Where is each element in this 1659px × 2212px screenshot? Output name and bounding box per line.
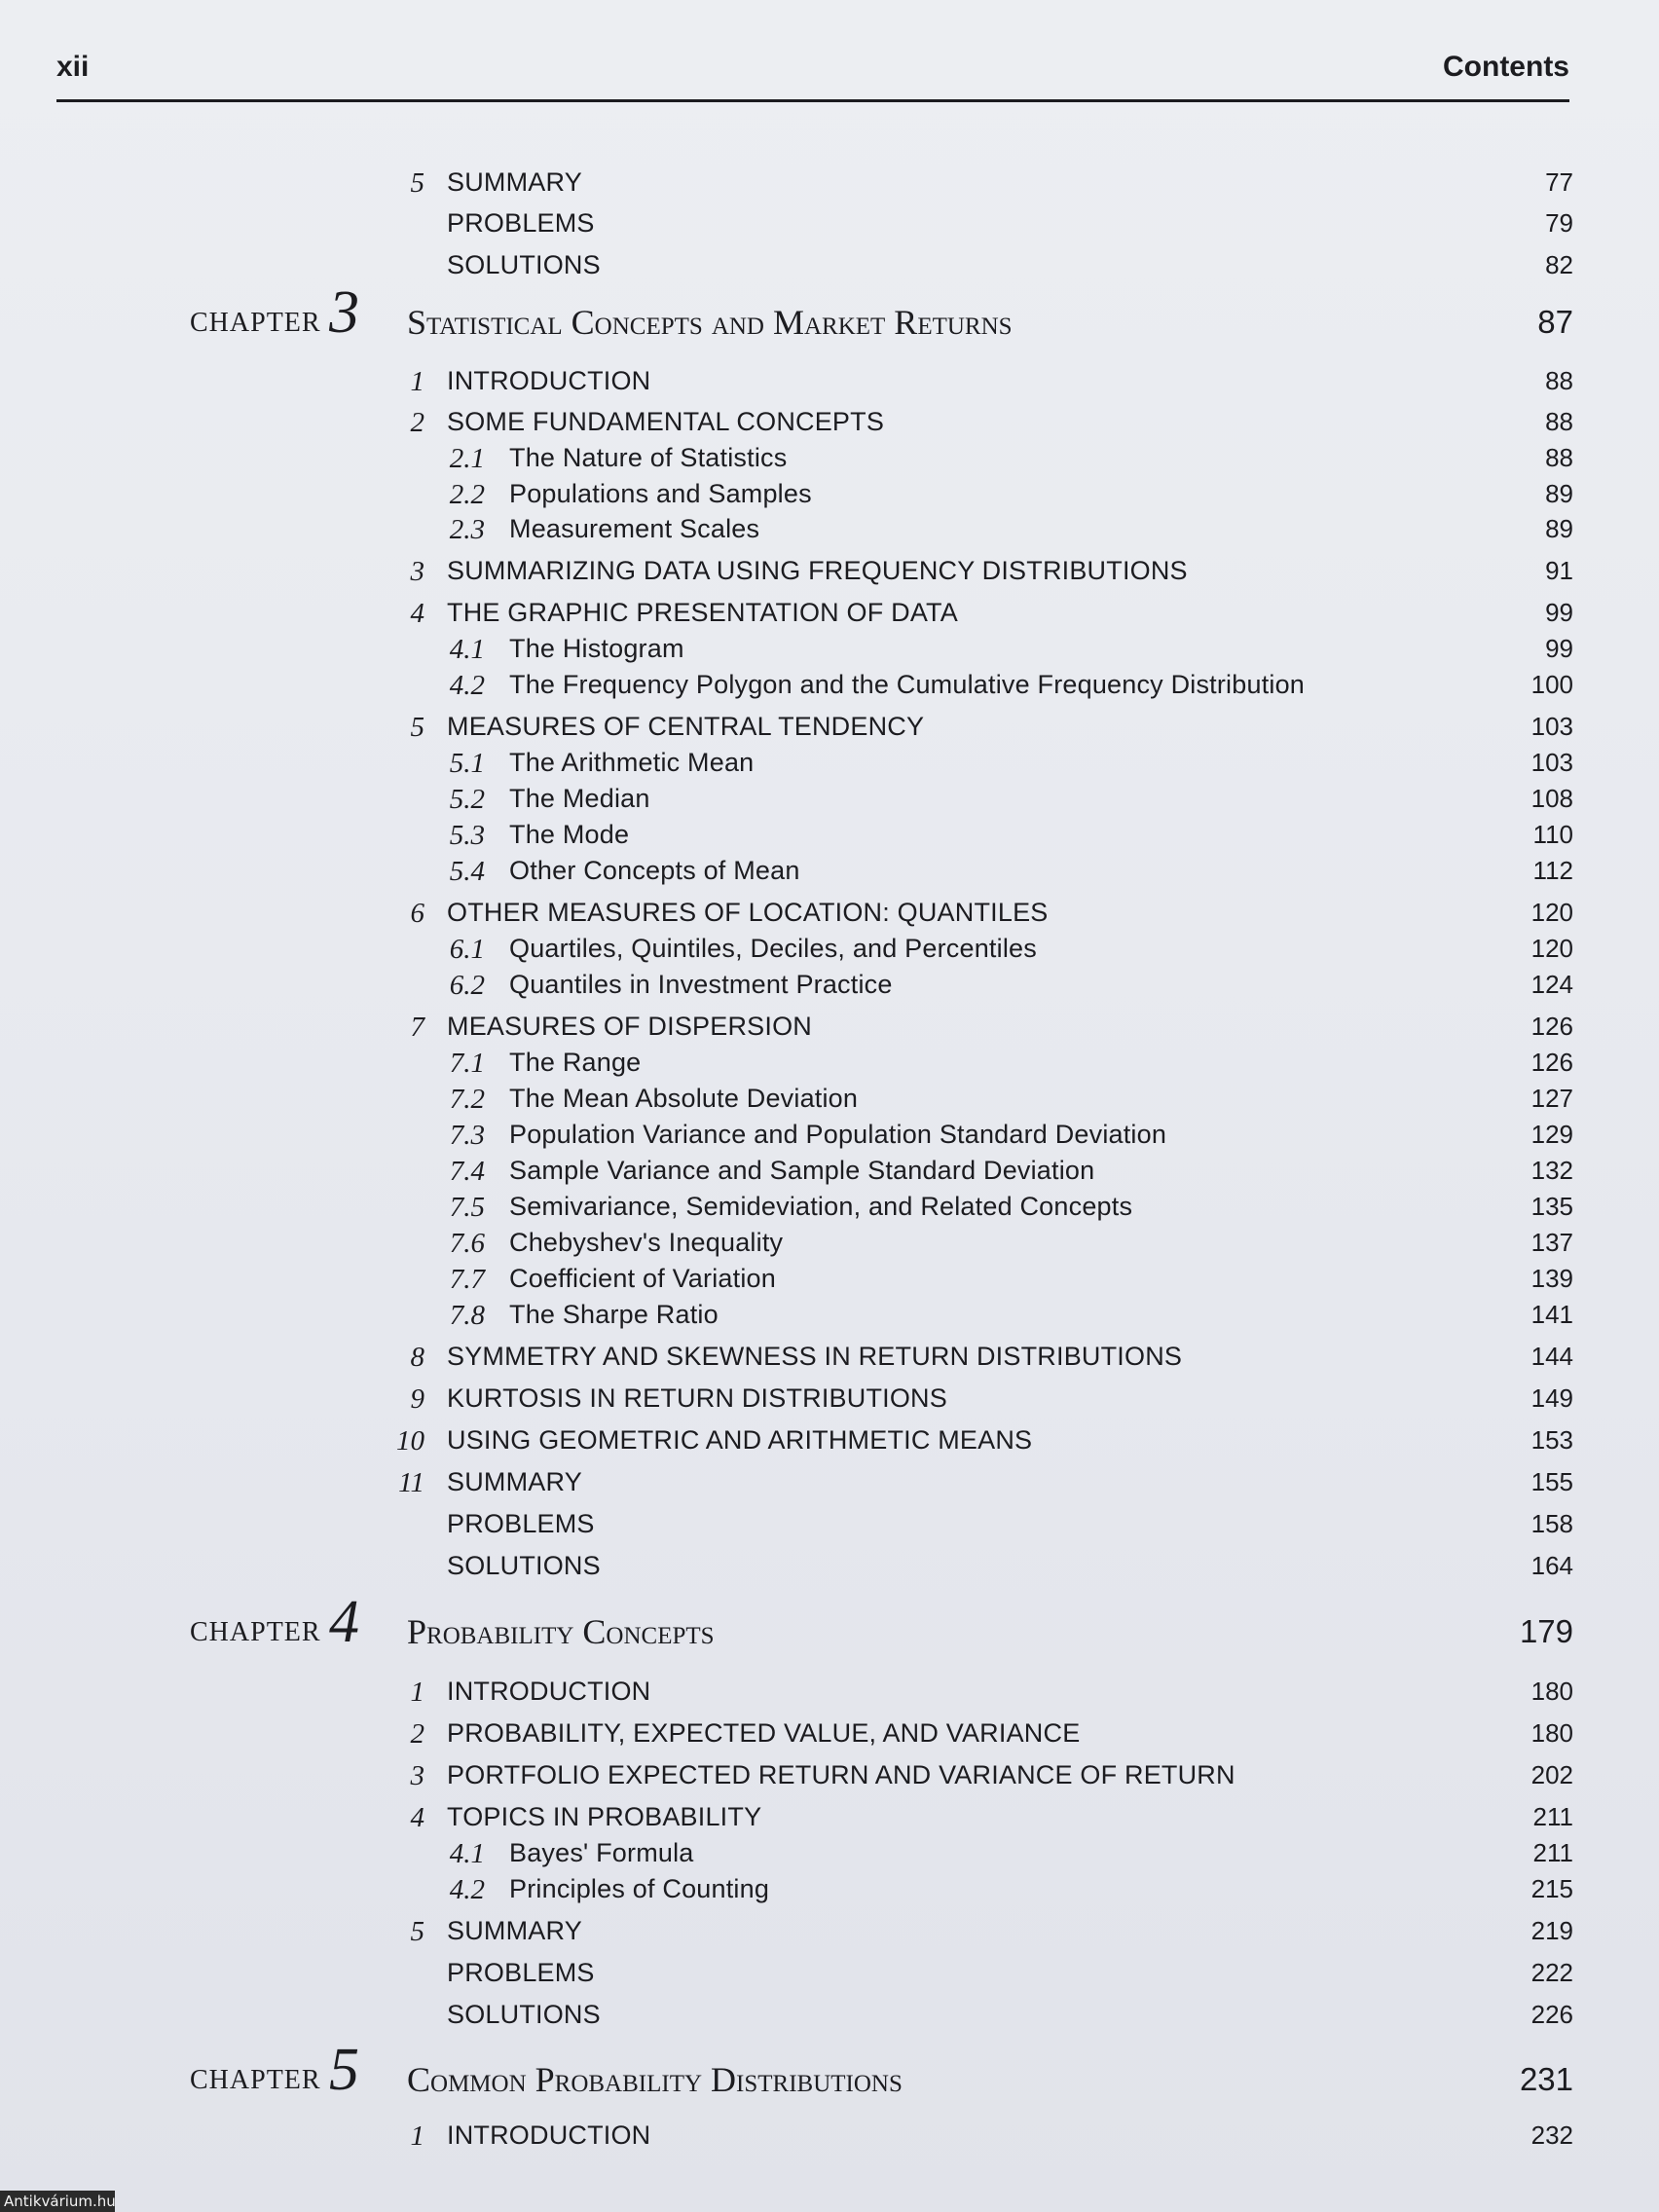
chapter-label: CHAPTER: [190, 308, 321, 338]
page-number: 124: [1530, 970, 1573, 999]
chapter-label: CHAPTER: [190, 2065, 321, 2095]
entry-title: Coefficient of Variation: [509, 1264, 776, 1293]
toc-subsection-row[interactable]: [0, 1192, 1659, 1227]
entry-title: USING GEOMETRIC AND ARITHMETIC MEANS: [447, 1425, 1033, 1455]
entry-title: SOLUTIONS: [447, 2000, 601, 2029]
entry-title: PROBLEMS: [447, 1509, 595, 1538]
toc-chapter-row[interactable]: [0, 279, 1659, 350]
entry-title: Populations and Samples: [509, 479, 812, 508]
entry-title: THE GRAPHIC PRESENTATION OF DATA: [447, 598, 958, 627]
page-number: 99: [1545, 598, 1573, 627]
toc-subsection-row[interactable]: [0, 634, 1659, 669]
page-number: 87: [1537, 304, 1573, 340]
entry-title: The Mode: [509, 820, 630, 849]
entry-number: 6: [410, 898, 424, 929]
entry-title: The Histogram: [509, 634, 684, 663]
toc-section-row[interactable]: [0, 2120, 1659, 2156]
toc-subsection-row[interactable]: [0, 1300, 1659, 1335]
toc-section-row[interactable]: [0, 1718, 1659, 1753]
entry-number: 2.2: [449, 479, 485, 510]
entry-number: 4: [410, 1802, 424, 1833]
entry-number: 4.1: [449, 634, 485, 665]
chapter-number: 3: [329, 279, 359, 346]
entry-number: 10: [396, 1425, 424, 1456]
entry-number: 7.7: [449, 1264, 485, 1295]
entry-title: SUMMARIZING DATA USING FREQUENCY DISTRIBUTIONS: [447, 556, 1188, 585]
page-number: 88: [1545, 407, 1573, 436]
page-number: 135: [1530, 1192, 1573, 1221]
toc-section-row[interactable]: [0, 598, 1659, 633]
entry-number: 4.2: [449, 670, 485, 701]
entry-number: 5.4: [449, 856, 485, 887]
entry-number: 7: [410, 1012, 424, 1043]
toc-section-row[interactable]: [0, 556, 1659, 591]
entry-title: The Arithmetic Mean: [509, 748, 755, 777]
entry-title: PROBLEMS: [447, 1958, 595, 1987]
toc-subsection-row[interactable]: [0, 748, 1659, 783]
entry-number: 3: [410, 1760, 424, 1791]
page-number: 149: [1530, 1383, 1573, 1413]
page-number: 126: [1530, 1048, 1573, 1077]
toc-section-row[interactable]: [0, 1509, 1659, 1544]
page-number: 127: [1530, 1084, 1573, 1113]
page-number: 137: [1530, 1228, 1573, 1257]
entry-title: The Sharpe Ratio: [509, 1300, 719, 1329]
entry-number: 7.2: [449, 1084, 485, 1115]
entry-number: 5: [410, 1916, 424, 1947]
toc-section-row[interactable]: [0, 898, 1659, 933]
running-title: Contents: [1443, 51, 1569, 83]
toc-subsection-row[interactable]: [0, 479, 1659, 514]
page-number: 89: [1545, 479, 1573, 508]
entry-title: Measurement Scales: [509, 514, 760, 543]
entry-title: Sample Variance and Sample Standard Deviation: [509, 1156, 1095, 1185]
toc-subsection-row[interactable]: [0, 856, 1659, 891]
toc-subsection-row[interactable]: [0, 1264, 1659, 1299]
entry-number: 6.1: [449, 934, 485, 965]
entry-number: 11: [398, 1467, 424, 1498]
entry-title: PROBLEMS: [447, 208, 595, 238]
toc-section-row[interactable]: [0, 1551, 1659, 1586]
entry-number: 1: [410, 366, 424, 397]
entry-title: The Range: [509, 1048, 642, 1077]
page-number: 215: [1530, 1874, 1573, 1903]
page-number: 103: [1530, 748, 1573, 777]
toc-section-row[interactable]: [0, 1012, 1659, 1047]
page-number: 88: [1545, 443, 1573, 472]
entry-title: PROBABILITY, EXPECTED VALUE, AND VARIANCE: [447, 1718, 1081, 1748]
entry-title: SUMMARY: [447, 1467, 582, 1496]
entry-number: 1: [410, 2120, 424, 2152]
page-number: 112: [1532, 856, 1573, 885]
toc-section-row[interactable]: [0, 1425, 1659, 1460]
page-number: 120: [1530, 934, 1573, 963]
entry-title: Chebyshev's Inequality: [509, 1228, 784, 1257]
toc-section-row[interactable]: [0, 1760, 1659, 1795]
entry-title: KURTOSIS IN RETURN DISTRIBUTIONS: [447, 1383, 947, 1413]
entry-title: The Median: [509, 784, 650, 813]
entry-title: The Frequency Polygon and the Cumulative Frequency Distribution: [509, 670, 1306, 699]
entry-title: INTRODUCTION: [447, 1677, 651, 1706]
entry-title: SUMMARY: [447, 167, 582, 197]
entry-number: 5.1: [449, 748, 485, 779]
page-number: 139: [1530, 1264, 1573, 1293]
entry-title: INTRODUCTION: [447, 2120, 651, 2150]
entry-number: 9: [410, 1383, 424, 1415]
toc-subsection-row[interactable]: [0, 1228, 1659, 1263]
entry-number: 5: [410, 167, 424, 199]
chapter-title: Statistical Concepts and Market Returns: [407, 303, 1013, 342]
toc-chapter-row[interactable]: [0, 2037, 1659, 2108]
toc-subsection-row[interactable]: [0, 1838, 1659, 1873]
chapter-label: CHAPTER: [190, 1617, 321, 1647]
entry-number: 2.3: [449, 514, 485, 545]
page-number: 129: [1530, 1120, 1573, 1149]
entry-title: The Nature of Statistics: [509, 443, 788, 472]
toc-subsection-row[interactable]: [0, 934, 1659, 969]
page-number: 100: [1530, 670, 1573, 699]
chapter-title: Probability Concepts: [407, 1612, 715, 1651]
watermark: Antikvárium.hu: [0, 2191, 115, 2212]
toc-subsection-row[interactable]: [0, 670, 1659, 705]
toc-subsection-row[interactable]: [0, 514, 1659, 549]
toc-subsection-row[interactable]: [0, 820, 1659, 855]
page-number: 79: [1545, 208, 1573, 238]
toc-chapter-row[interactable]: [0, 1589, 1659, 1660]
entry-number: 7.1: [449, 1048, 485, 1079]
entry-title: The Mean Absolute Deviation: [509, 1084, 859, 1113]
toc-section-row[interactable]: [0, 366, 1659, 401]
toc-section-row[interactable]: [0, 1383, 1659, 1419]
toc-section-row[interactable]: [0, 407, 1659, 442]
page-number: 144: [1530, 1342, 1573, 1371]
entry-title: Quantiles in Investment Practice: [509, 970, 893, 999]
toc-section-row[interactable]: [0, 250, 1659, 285]
page-number: 155: [1530, 1467, 1573, 1496]
page-number: 219: [1530, 1916, 1573, 1945]
page-number: 179: [1519, 1613, 1573, 1649]
entry-title: Bayes' Formula: [509, 1838, 694, 1867]
entry-title: SUMMARY: [447, 1916, 582, 1945]
page-number: 141: [1530, 1300, 1573, 1329]
toc-section-row[interactable]: [0, 712, 1659, 747]
toc-section-row[interactable]: [0, 167, 1659, 203]
entry-title: SOLUTIONS: [447, 1551, 601, 1580]
entry-number: 7.8: [449, 1300, 485, 1331]
entry-title: Population Variance and Population Standard Deviation: [509, 1120, 1167, 1149]
toc-subsection-row[interactable]: [0, 1874, 1659, 1909]
page-number: 77: [1545, 167, 1573, 197]
entry-title: SOME FUNDAMENTAL CONCEPTS: [447, 407, 885, 436]
page-number: 120: [1530, 898, 1573, 927]
page-number: 226: [1530, 2000, 1573, 2029]
toc-subsection-row[interactable]: [0, 784, 1659, 819]
chapter-number: 4: [329, 1589, 359, 1655]
page-number: 180: [1530, 1677, 1573, 1706]
entry-number: 2: [410, 1718, 424, 1750]
page-folio: xii: [56, 51, 90, 83]
entry-number: 7.5: [449, 1192, 485, 1223]
entry-title: TOPICS IN PROBABILITY: [447, 1802, 762, 1831]
entry-title: MEASURES OF CENTRAL TENDENCY: [447, 712, 925, 741]
toc-subsection-row[interactable]: [0, 1156, 1659, 1191]
page-number: 211: [1532, 1838, 1573, 1867]
toc-subsection-row[interactable]: [0, 1048, 1659, 1083]
entry-number: 8: [410, 1342, 424, 1373]
page-number: 99: [1545, 634, 1573, 663]
entry-number: 7.4: [449, 1156, 485, 1187]
page-number: 89: [1545, 514, 1573, 543]
page-number: 231: [1519, 2061, 1573, 2097]
toc-section-row[interactable]: [0, 1677, 1659, 1712]
toc-section-row[interactable]: [0, 1802, 1659, 1837]
entry-number: 7.3: [449, 1120, 485, 1151]
page-number: 202: [1530, 1760, 1573, 1789]
page-number: 164: [1530, 1551, 1573, 1580]
toc-section-row[interactable]: [0, 2000, 1659, 2035]
page-number: 108: [1530, 784, 1573, 813]
entry-title: Semivariance, Semideviation, and Related Concepts: [509, 1192, 1133, 1221]
entry-title: Quartiles, Quintiles, Deciles, and Percentiles: [509, 934, 1037, 963]
page-number: 103: [1530, 712, 1573, 741]
entry-number: 2: [410, 407, 424, 438]
chapter-title: Common Probability Distributions: [407, 2060, 903, 2099]
page-number: 88: [1545, 366, 1573, 395]
entry-title: INTRODUCTION: [447, 366, 651, 395]
page-number: 232: [1530, 2120, 1573, 2150]
entry-title: MEASURES OF DISPERSION: [447, 1012, 812, 1041]
page-number: 158: [1530, 1509, 1573, 1538]
page-number: 222: [1530, 1958, 1573, 1987]
toc-section-row[interactable]: [0, 1958, 1659, 1993]
entry-number: 4: [410, 598, 424, 629]
entry-number: 7.6: [449, 1228, 485, 1259]
entry-number: 3: [410, 556, 424, 587]
entry-number: 5.2: [449, 784, 485, 815]
entry-number: 1: [410, 1677, 424, 1708]
entry-number: 2.1: [449, 443, 485, 474]
entry-title: SOLUTIONS: [447, 250, 601, 279]
page-number: 126: [1530, 1012, 1573, 1041]
entry-number: 5: [410, 712, 424, 743]
entry-title: Principles of Counting: [509, 1874, 770, 1903]
entry-number: 5.3: [449, 820, 485, 851]
toc-section-row[interactable]: [0, 1342, 1659, 1377]
chapter-number: 5: [329, 2037, 359, 2103]
entry-title: Other Concepts of Mean: [509, 856, 800, 885]
entry-title: OTHER MEASURES OF LOCATION: QUANTILES: [447, 898, 1049, 927]
toc-section-row[interactable]: [0, 1916, 1659, 1951]
toc-subsection-row[interactable]: [0, 970, 1659, 1005]
page-number: 91: [1545, 556, 1573, 585]
toc-section-row[interactable]: [0, 1467, 1659, 1502]
page-number: 180: [1530, 1718, 1573, 1748]
entry-number: 4.1: [449, 1838, 485, 1869]
toc-subsection-row[interactable]: [0, 1084, 1659, 1119]
page-number: 153: [1530, 1425, 1573, 1455]
entry-number: 6.2: [449, 970, 485, 1001]
toc-subsection-row[interactable]: [0, 443, 1659, 478]
page-number: 110: [1532, 820, 1573, 849]
page-number: 211: [1532, 1802, 1573, 1831]
toc-section-row[interactable]: [0, 208, 1659, 243]
page-number: 82: [1545, 250, 1573, 279]
page-number: 132: [1530, 1156, 1573, 1185]
toc-subsection-row[interactable]: [0, 1120, 1659, 1155]
entry-title: SYMMETRY AND SKEWNESS IN RETURN DISTRIBUTIONS: [447, 1342, 1183, 1371]
entry-title: PORTFOLIO EXPECTED RETURN AND VARIANCE OF RETURN: [447, 1760, 1235, 1789]
entry-number: 4.2: [449, 1874, 485, 1905]
